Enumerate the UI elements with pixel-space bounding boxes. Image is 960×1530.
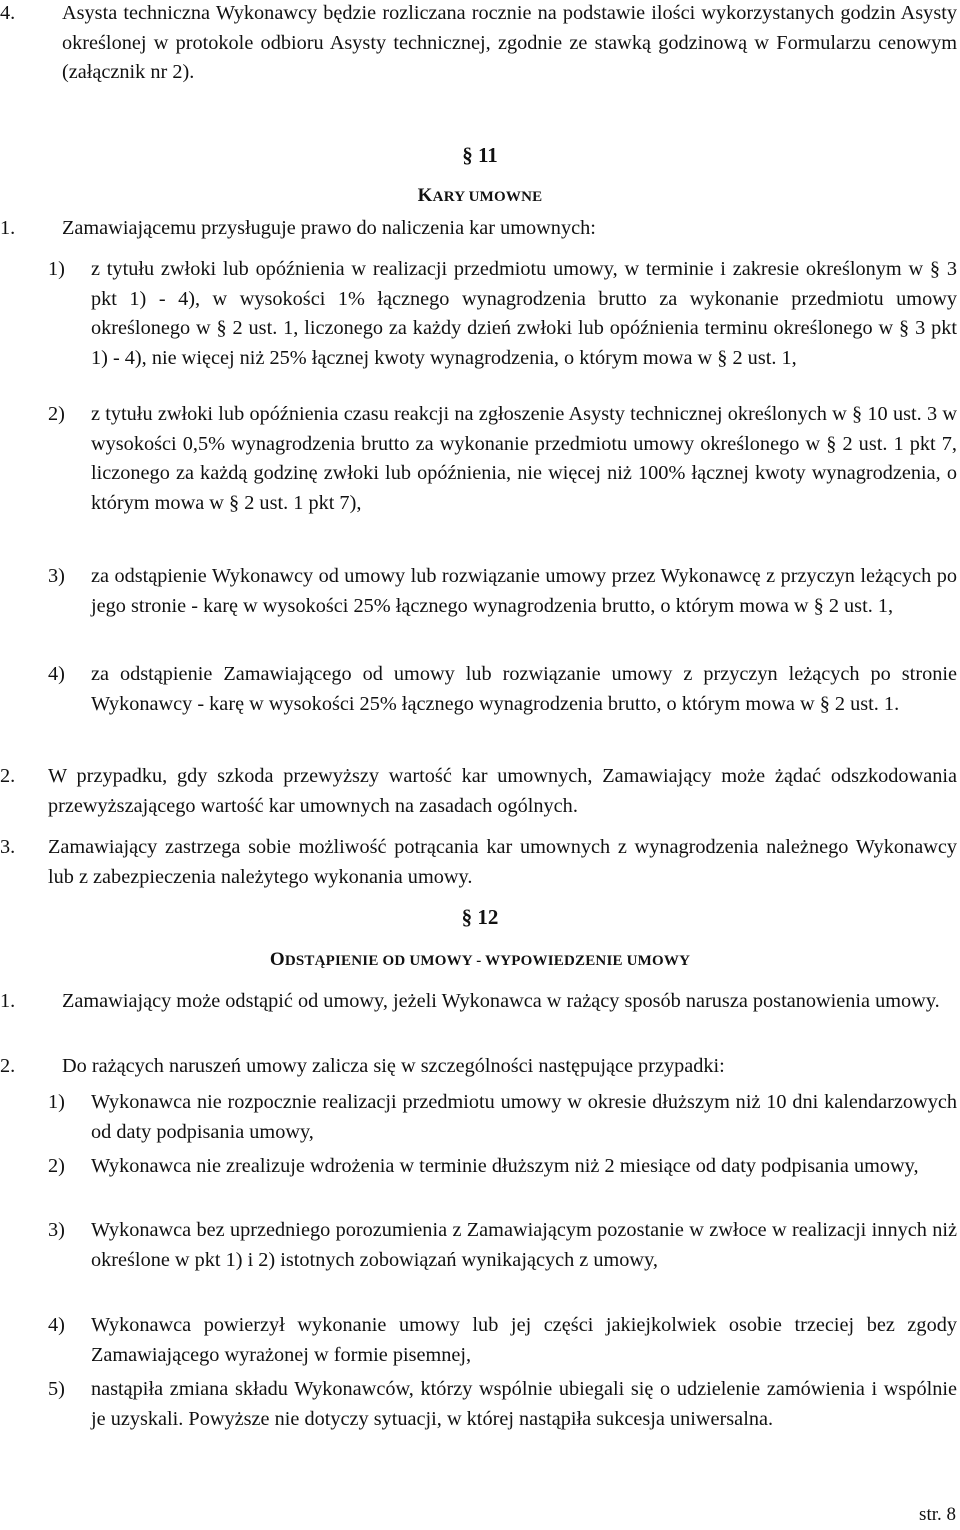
s11-paragraph-2 xyxy=(0,762,957,821)
list-item-number: 2) xyxy=(48,1155,65,1177)
s12-paragraph-1 xyxy=(0,987,957,1017)
list-item-number: 1) xyxy=(48,258,65,280)
s12-paragraph-2 xyxy=(0,1052,957,1082)
s11-list-item-4 xyxy=(48,660,957,719)
paragraph-text: Zamawiający zastrzega sobie możliwość potrącania kar umownych z wynagrodzenia należnego Wykonawcy lub z zabezpieczenia należytego wykonania umowy. xyxy=(48,836,957,888)
s11-paragraph-1 xyxy=(0,214,957,244)
paragraph-text: W przypadku, gdy szkoda przewyższy wartość kar umownych, Zamawiający może żądać odszkodowania przewyższającego wartość kar umownych na zasadach ogólnych. xyxy=(48,765,957,817)
paragraph-number: 2. xyxy=(0,765,16,787)
list-item-text: z tytułu zwłoki lub opóźnienia w realizacji przedmiotu umowy, w terminie i zakresie określonym w § 3 pkt 1) - 4), w wysokości 1% łącznego wynagrodzenia brutto za wykonanie przedmiotu umowy określonego w § 2 ust. 1, liczonego za każdy dzień zwłoki lub opóźnienia terminu określonego w § 3 pkt 1) - 4), nie więcej niż 25% łącznej kwoty wynagrodzenia, o którym mowa w § 2 ust. 1, xyxy=(91,258,957,369)
paragraph-text: Asysta techniczna Wykonawcy będzie rozliczana rocznie na podstawie ilości wykorzystanych godzin Asysty określonej w protokole odbioru Asysty technicznej, zgodnie ze stawką godzinową w Formularzu cenowym (załącznik nr 2). xyxy=(62,2,957,83)
paragraph-number: 3. xyxy=(0,836,16,858)
paragraph-text: Do rażących naruszeń umowy zalicza się w szczególności następujące przypadki: xyxy=(62,1055,725,1077)
paragraph-text: Zamawiającemu przysługuje prawo do naliczenia kar umownych: xyxy=(62,217,596,239)
s11-list-item-1 xyxy=(48,255,957,373)
s11-paragraph-3 xyxy=(0,833,957,892)
page-number: str. 8 xyxy=(919,1504,956,1525)
section-12-title: ODSTĄPIENIE OD UMOWY - WYPOWIEDZENIE UMOWY xyxy=(269,949,691,970)
paragraph-number: 2. xyxy=(0,1055,16,1077)
s12-list-item-4 xyxy=(48,1311,957,1370)
list-item-text: Wykonawca nie zrealizuje wdrożenia w terminie dłuższym niż 2 miesiące od daty podpisania umowy, xyxy=(91,1155,919,1177)
list-item-text: z tytułu zwłoki lub opóźnienia czasu reakcji na zgłoszenie Asysty technicznej określonych w § 10 ust. 3 w wysokości 0,5% wynagrodzenia brutto za wykonanie przedmiotu umowy określonego w § 2 ust. 1 pkt 7, liczonego za każdą godzinę zwłoki lub opóźnienia, nie więcej niż 100% łącznej kwoty wynagrodzenia, o którym mowa w § 2 ust. 1 pkt 7), xyxy=(91,403,957,514)
s12-list-item-3 xyxy=(48,1216,957,1275)
list-item-number: 2) xyxy=(48,403,65,425)
section-11-title: KARY UMOWNE xyxy=(417,185,543,206)
list-item-text: nastąpiła zmiana składu Wykonawców, którzy wspólnie ubiegali się o udzielenie zamówienia i wspólnie je uzyskali. Powyższe nie dotyczy sytuacji, w której nastąpiła sukcesja uniwersalna. xyxy=(91,1378,957,1430)
list-item-number: 5) xyxy=(48,1378,65,1400)
s11-list-item-3 xyxy=(48,562,957,621)
list-item-number: 4) xyxy=(48,1314,65,1336)
list-item-text: za odstąpienie Zamawiającego od umowy lub rozwiązanie umowy z przyczyn leżących po stronie Wykonawcy - karę w wysokości 25% łącznego wynagrodzenia brutto, o którym mowa w § 2 ust. 1. xyxy=(91,663,957,715)
list-item-text: za odstąpienie Wykonawcy od umowy lub rozwiązanie umowy przez Wykonawcę z przyczyn leżących po jego stronie - karę w wysokości 25% łącznego wynagrodzenia brutto, o którym mowa w § 2 ust. 1, xyxy=(91,565,957,617)
paragraph-number: 4. xyxy=(0,2,16,24)
list-item-number: 3) xyxy=(48,1219,65,1241)
s12-list-item-2 xyxy=(48,1152,957,1182)
s11-list-item-2 xyxy=(48,400,957,518)
paragraph-number: 1. xyxy=(0,990,16,1012)
paragraph-number: 1. xyxy=(0,217,16,239)
list-item-text: Wykonawca powierzył wykonanie umowy lub jej części jakiejkolwiek osobie trzeciej bez zgody Zamawiającego wyrażonej w formie pisemnej, xyxy=(91,1314,957,1366)
s12-list-item-5 xyxy=(48,1375,957,1434)
list-item-number: 4) xyxy=(48,663,65,685)
s12-list-item-1 xyxy=(48,1088,957,1147)
list-item-text: Wykonawca bez uprzedniego porozumienia z Zamawiającym pozostanie w zwłoce w realizacji innych niż określone w pkt 1) i 2) istotnych zobowiązań wynikających z umowy, xyxy=(91,1219,957,1271)
paragraph-text: Zamawiający może odstąpić od umowy, jeżeli Wykonawca w rażący sposób narusza postanowienia umowy. xyxy=(62,990,940,1012)
list-item-number: 3) xyxy=(48,565,65,587)
paragraph-4 xyxy=(0,0,957,88)
section-12-heading: § 12 xyxy=(461,905,499,929)
section-11-heading: § 11 xyxy=(462,143,498,167)
list-item-text: Wykonawca nie rozpocznie realizacji przedmiotu umowy w okresie dłuższym niż 10 dni kalendarzowych od daty podpisania umowy, xyxy=(91,1091,957,1143)
list-item-number: 1) xyxy=(48,1091,65,1113)
